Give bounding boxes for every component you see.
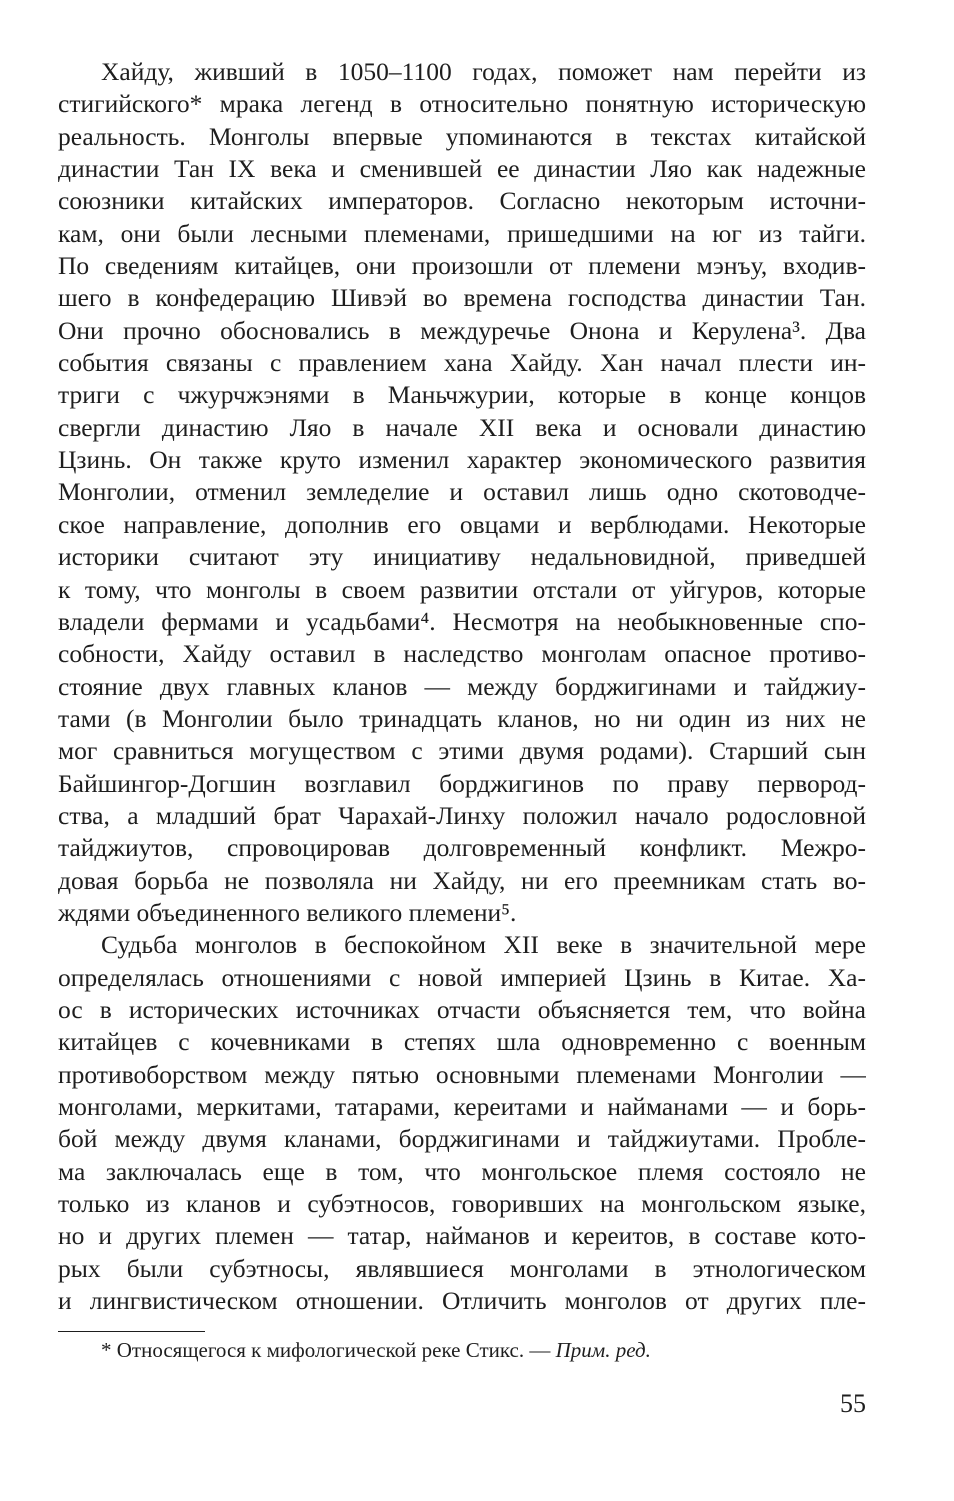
text-line: кам, они были лесными племенами, пришедшими на юг из тайги. [58,218,866,248]
text-line: ское направление, дополнив его овцами и верблюдами. Некоторые [58,509,866,539]
text-line: ства, а младший брат Чарахай-Линху положил начало родословной [58,800,866,830]
text-line: собности, Хайду оставил в наследство монголам опасное противо- [58,639,866,669]
text-line: монголами, меркитами, татарами, кереитами и найманами — и борь- [58,1092,866,1121]
text-line: историки считают эту инициативу недальновидной, приведшей [58,542,866,572]
text-line: свергли династию Ляо в начале XII века и основали династию [58,412,866,442]
text-line: Монголии, отменил земледелие и оставил лишь одно скотоводче- [58,477,866,507]
text-line: события связаны с правлением хана Хайду. Хан начал плести ин- [58,348,866,378]
text-line: и лингвистическом отношении. Отличить монголов от других пле- [58,1286,866,1316]
text-line: Байшингор-Догшин возглавил борджигинов по праву первород- [58,768,866,798]
footnote-text: * Относящегося к мифологической реке Стикс. — [101,1338,556,1362]
text-line: определялась отношениями с новой империей Цзинь в Китае. Ха- [58,962,866,992]
text-line: мог сравниться могуществом с этими двумя родами). Старший сын [58,736,866,766]
text-line: Они прочно обосновались в междуречье Онона и Керулена³. Два [58,315,866,345]
text-line: тами (в Монголии было тринадцать кланов, но ни один из них не [58,703,866,733]
text-line: Хайду, живший в 1050–1100 годах, поможет нам перейти из [101,57,866,86]
text-line: но и других племен — татар, найманов и кереитов, в составе кото- [58,1221,866,1251]
main-text [58,56,866,1317]
text-line: По сведениям китайцев, они произошли от племени мэнъу, входив- [58,251,866,281]
text-line: только из кланов и субэтносов, говоривших на монгольском языке, [58,1189,866,1219]
text-line: союзники китайских императоров. Согласно некоторым источни- [58,186,866,216]
text-line: ма заключалась еще в том, что монгольское племя состояло не [58,1156,866,1186]
text-line: владели фермами и усадьбами⁴. Несмотря на необыкновенные спо- [58,606,866,636]
footnote-editor-note: Прим. ред. [555,1338,651,1362]
page-number: 55 [840,1389,866,1418]
text-line: династии Тан IX века и сменившей ее династии Ляо как надежные [58,154,866,184]
text-line: бой между двумя кланами, борджигинами и тайджиутами. Пробле- [58,1124,866,1154]
text-line: стояние двух главных кланов — между борджигинами и тайджиу- [58,671,866,701]
footnote [101,1336,651,1364]
text-line: китайцев с кочевниками в степях шла одновременно с военным [58,1027,866,1057]
text-line: рых были субэтносы, являвшиеся монголами в этнологическом [58,1253,866,1283]
text-line: шего в конфедерацию Шивэй во времена господства династии Тан. [58,283,866,313]
text-line: стигийского* мрака легенд в относительно понятную историческую [58,89,866,119]
text-line: триги с чжурчжэнями в Маньчжурии, которые в конце концов [58,380,866,410]
text-line: Судьба монголов в беспокойном XII веке в значительной мере [101,930,866,960]
text-line: довая борьба не позволяла ни Хайду, ни его преемникам стать во- [58,865,866,895]
text-line: к тому, что монголы в своем развитии отстали от уйгуров, которые [58,574,866,604]
text-line: тайджиутов, спровоцировав долговременный конфликт. Межро- [58,833,866,863]
text-line: реальность. Монголы впервые упоминаются в текстах китайской [58,121,866,151]
text-line: противоборством между пятью основными племенами Монголии — [58,1059,866,1089]
footnote-divider [58,1331,205,1332]
text-line: ос в исторических источниках отчасти объясняется тем, что война [58,994,866,1024]
text-line: Цзинь. Он также круто изменил характер экономического развития [58,445,866,475]
text-line: ждями объединенного великого племени⁵. [58,897,517,927]
